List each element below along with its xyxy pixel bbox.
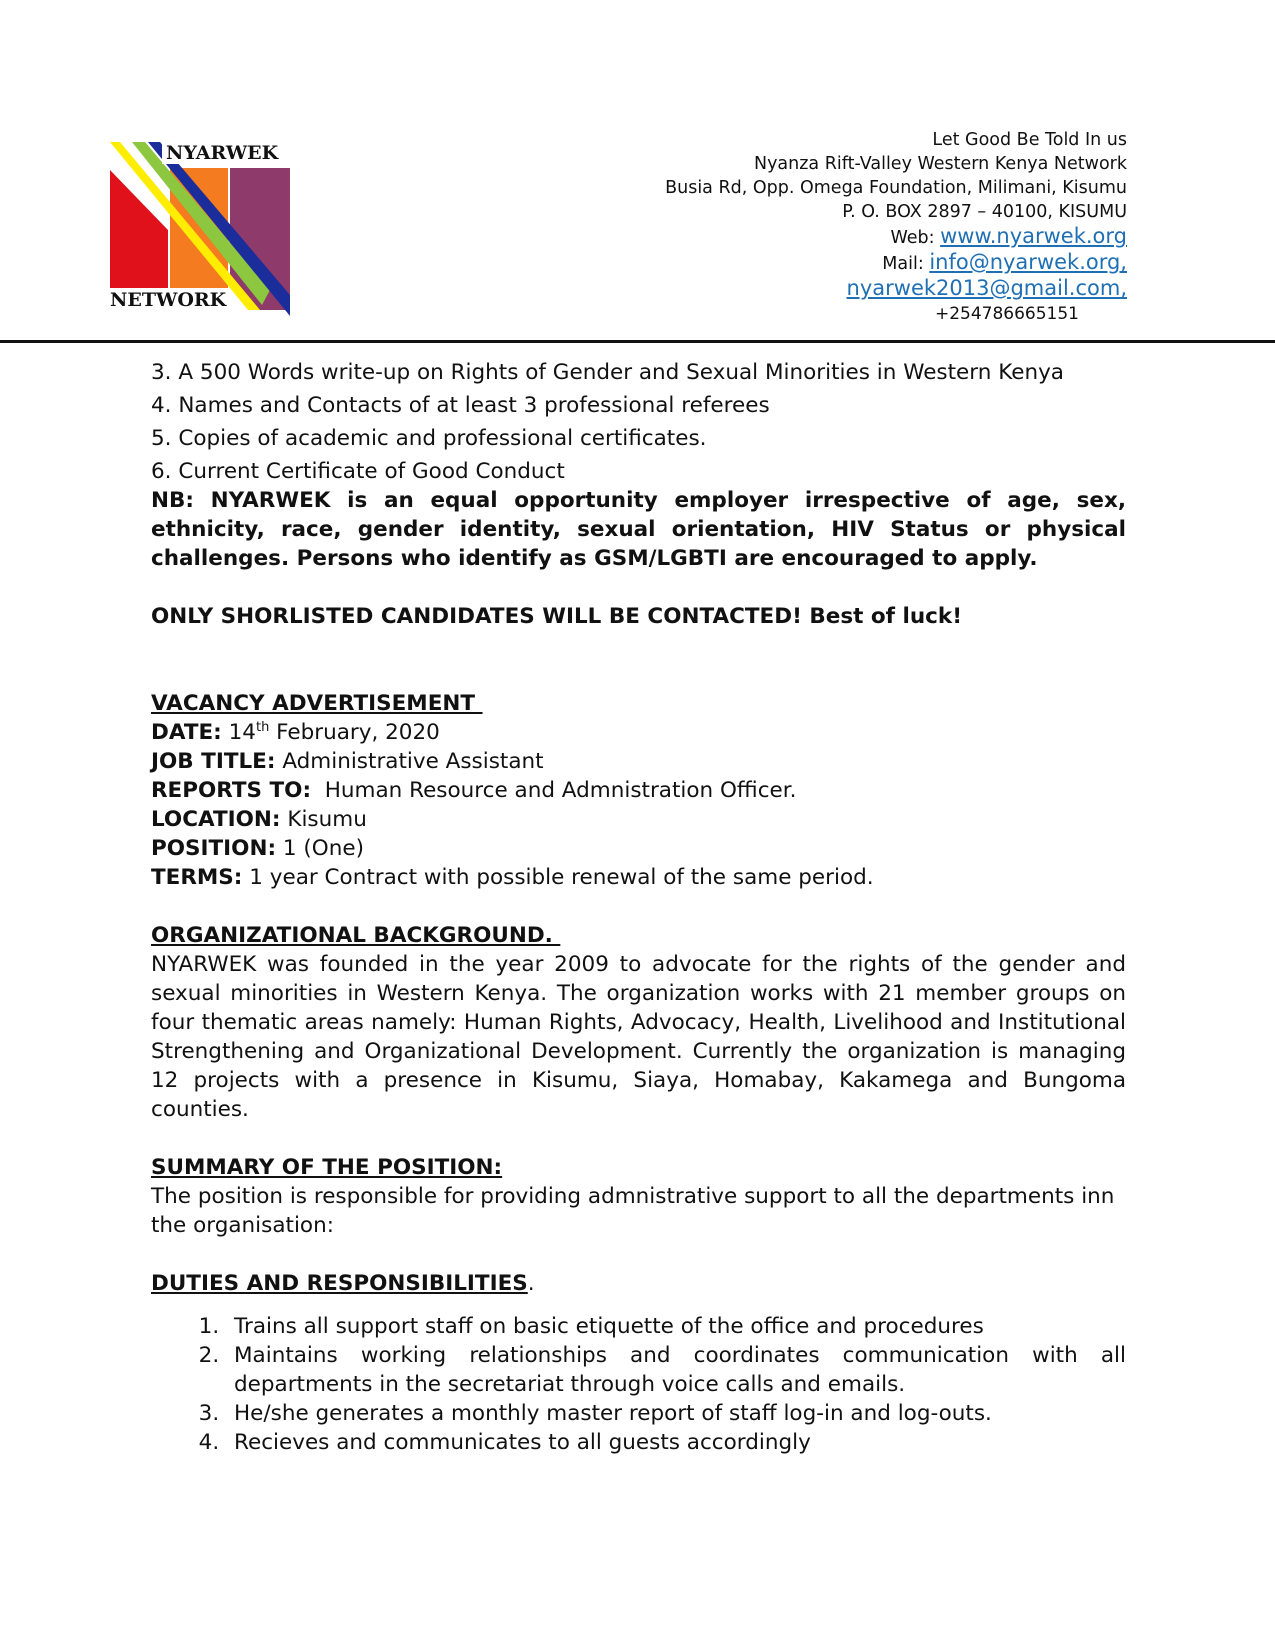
date-day: 14 xyxy=(228,720,256,745)
requirement-item: 5. Copies of academic and professional certificates. xyxy=(151,426,707,451)
shortlist-notice: ONLY SHORLISTED CANDIDATES WILL BE CONTACTED! Best of luck! xyxy=(151,604,963,629)
duty-item: 3. He/she generates a monthly master report of staff log-in and log-outs. xyxy=(226,1399,1126,1428)
duties-heading: DUTIES AND RESPONSIBILITIES xyxy=(151,1271,528,1296)
mail-link-gmail[interactable]: nyarwek2013@gmail.com, xyxy=(846,276,1127,300)
terms-line xyxy=(151,863,1126,892)
org-name: Nyanza Rift-Valley Western Kenya Network xyxy=(753,154,1127,174)
location-value: Kisumu xyxy=(287,807,367,832)
location-line xyxy=(151,805,1126,834)
terms-value: 1 year Contract with possible renewal of the same period. xyxy=(249,865,874,890)
duties-heading-line xyxy=(151,1269,1126,1298)
duty-item: 1. Trains all support staff on basic etiquette of the office and procedures xyxy=(226,1312,1126,1341)
position-value: 1 (One) xyxy=(282,836,364,861)
job-title-value: Administrative Assistant xyxy=(282,749,544,774)
terms-label: TERMS: xyxy=(151,865,243,890)
logo-top-text: NYARWEK xyxy=(166,142,279,164)
header-divider xyxy=(0,340,1275,343)
background-text: NYARWEK was founded in the year 2009 to advocate for the rights of the gender and sexual minorities in Western Kenya. The organization works with 21 member groups on four thematic areas namely: Human Rights, Advocacy, Health, Livelihood and Institutional Strengthening and Organizational Development. Currently the organization is managing 12 projects with a presence in Kisumu, Siaya, Homabay, Kakamega and Bungoma counties. xyxy=(151,952,1126,1122)
date-rest: February, 2020 xyxy=(276,720,440,745)
nb-statement: NB: NYARWEK is an equal opportunity employer irrespective of age, sex, ethnicity, race, gender identity, sexual orientation, HIV Status or physical challenges. Persons who identify as GSM/LGBTI are encouraged to apply. xyxy=(151,488,1126,571)
vacancy-heading: VACANCY ADVERTISEMENT xyxy=(151,691,483,716)
date-label: DATE: xyxy=(151,720,222,745)
address: Busia Rd, Opp. Omega Foundation, Milimani, Kisumu xyxy=(665,178,1127,198)
mail-label: Mail: xyxy=(882,254,924,274)
requirement-item: 3. A 500 Words write-up on Rights of Gender and Sexual Minorities in Western Kenya xyxy=(151,360,1064,385)
duties-heading-tail: . xyxy=(527,1271,535,1296)
duties-list xyxy=(151,1312,1126,1457)
job-title-label: JOB TITLE: xyxy=(151,749,276,774)
duty-item: 4. Recieves and communicates to all guests accordingly xyxy=(226,1428,1126,1457)
background-heading: ORGANIZATIONAL BACKGROUND. xyxy=(151,923,561,948)
duty-item: 2. Maintains working relationships and coordinates communication with all departments in the secretariat through voice calls and emails. xyxy=(226,1341,1126,1399)
date-suffix: th xyxy=(255,719,270,735)
letterhead-contact xyxy=(567,128,1127,326)
position-line xyxy=(151,834,1126,863)
position-label: POSITION: xyxy=(151,836,277,861)
document-body xyxy=(151,358,1126,1457)
reports-to-label: REPORTS TO: xyxy=(151,778,312,803)
po-box: P. O. BOX 2897 – 40100, KISUMU xyxy=(842,202,1127,222)
mail-link-info[interactable]: info@nyarwek.org, xyxy=(929,250,1127,274)
location-label: LOCATION: xyxy=(151,807,281,832)
reports-to-value: Human Resource and Admnistration Officer. xyxy=(324,778,797,803)
requirements-list xyxy=(151,358,1126,486)
summary-text: The position is responsible for providing admnistrative support to all the departments inn the organisation: xyxy=(151,1184,1115,1238)
mail-line-2 xyxy=(567,276,1127,302)
web-label: Web: xyxy=(890,228,935,248)
requirement-item: 6. Current Certificate of Good Conduct xyxy=(151,459,565,484)
job-title-line xyxy=(151,747,1126,776)
requirement-item: 4. Names and Contacts of at least 3 professional referees xyxy=(151,393,770,418)
motto: Let Good Be Told In us xyxy=(932,130,1127,150)
reports-to-line xyxy=(151,776,1126,805)
summary-heading: SUMMARY OF THE POSITION: xyxy=(151,1155,503,1180)
web-line xyxy=(567,224,1127,250)
nyarwek-logo xyxy=(110,140,310,335)
date-line xyxy=(151,718,1126,747)
logo-bottom-text: NETWORK xyxy=(110,289,227,311)
mail-line xyxy=(567,250,1127,276)
web-link[interactable]: www.nyarwek.org xyxy=(940,224,1127,248)
phone: +254786665151 xyxy=(934,304,1079,324)
